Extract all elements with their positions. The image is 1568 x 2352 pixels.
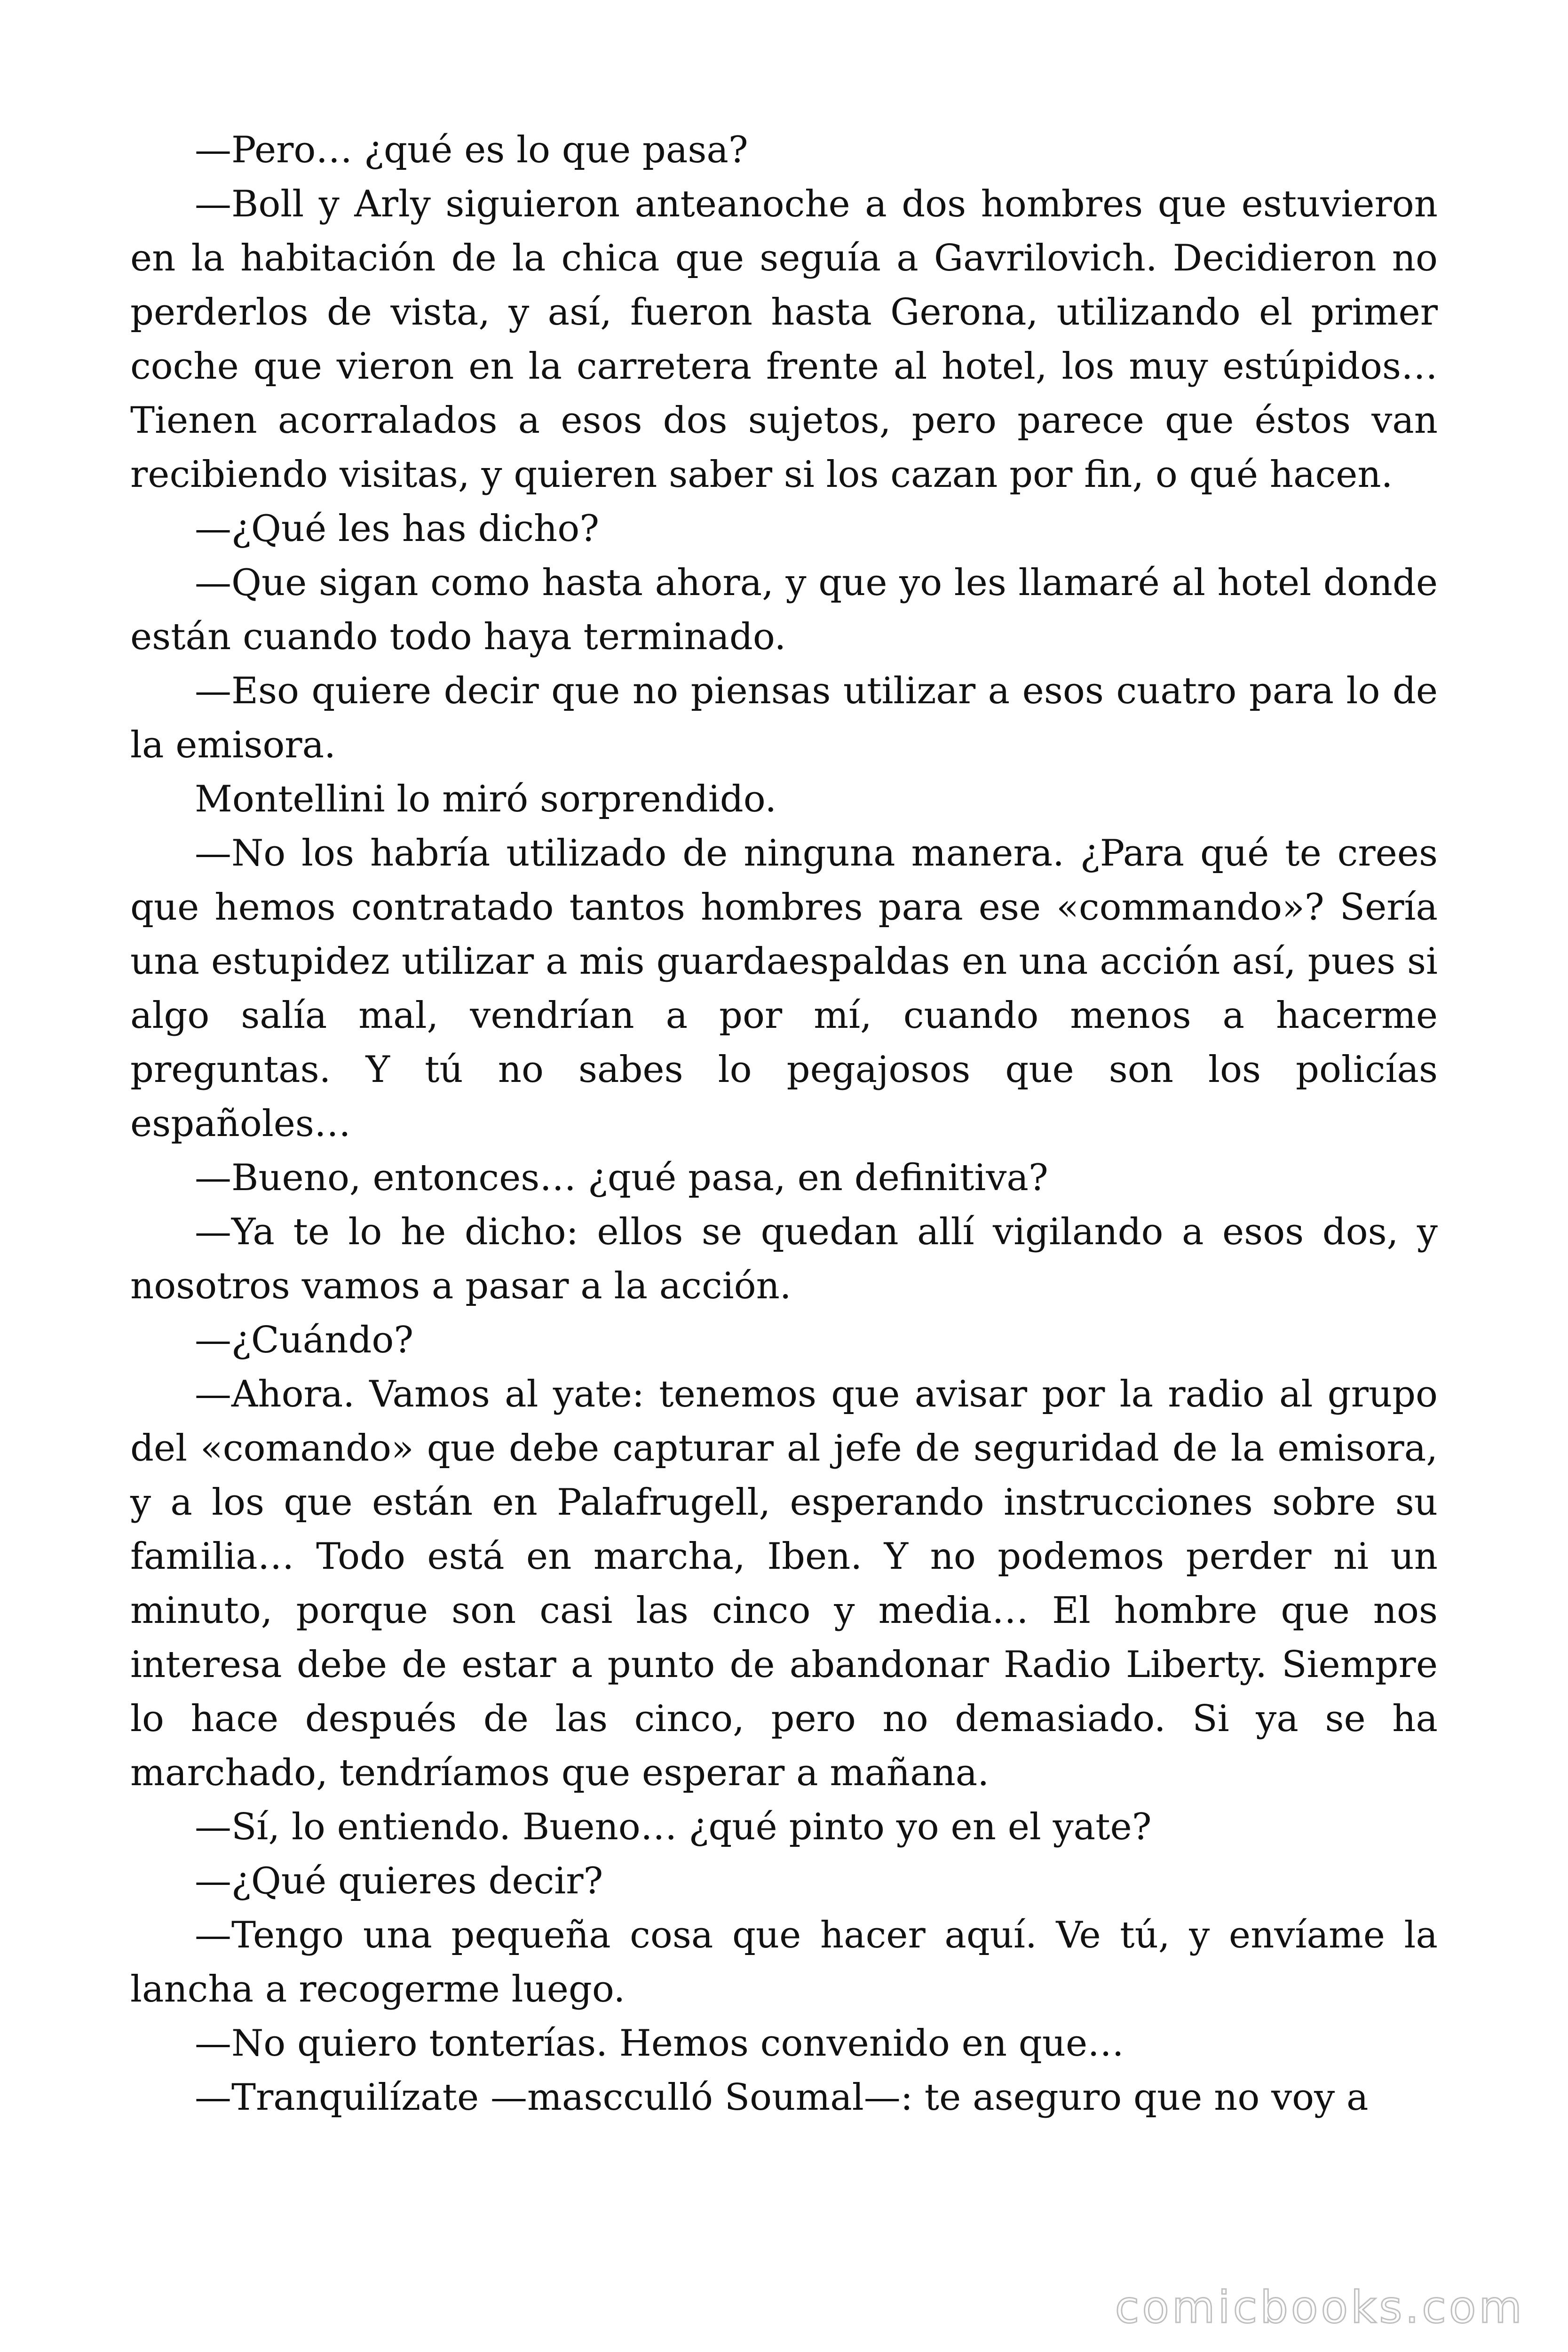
paragraph: Montellini lo miró sorprendido.	[195, 778, 777, 820]
paragraph: —Tranquilízate —mascculló Soumal—: te aseguro que no voy a	[195, 2076, 1369, 2119]
site-watermark: comicbooks.com	[1115, 2282, 1525, 2333]
paragraph: —No quiero tonterías. Hemos convenido en que…	[195, 2022, 1125, 2065]
paragraph: —Tengo una pequeña cosa que hacer aquí. Ve tú, y envíame la lancha a recogerme luego.	[130, 1914, 1438, 2010]
paragraph: —Bueno, entonces… ¿qué pasa, en definitiva?	[195, 1157, 1048, 1199]
paragraph: —Que sigan como hasta ahora, y que yo les llamaré al hotel donde están cuando todo haya terminado.	[130, 562, 1438, 658]
paragraph: —Pero… ¿qué es lo que pasa?	[195, 129, 748, 171]
paragraph: —Eso quiere decir que no piensas utilizar a esos cuatro para lo de la emisora.	[130, 670, 1438, 766]
paragraph: —No los habría utilizado de ninguna manera. ¿Para qué te crees que hemos contratado tantos hombres para ese «commando»? Sería una estupidez utilizar a mis guardaespaldas en una acción así, pues si algo salía mal, vendrían a por mí, cuando menos a hacerme preguntas. Y tú no sabes lo pegajosos que son los policías españoles…	[130, 832, 1438, 1145]
paragraph: —¿Qué quieres decir?	[195, 1860, 603, 1902]
paragraph: —Ahora. Vamos al yate: tenemos que avisar por la radio al grupo del «comando» que debe capturar al jefe de seguridad de la emisora, y a los que están en Palafrugell, esperando instrucciones sobre su familia… Todo está en marcha, Iben. Y no podemos perder ni un minuto, porque son casi las cinco y media… El hombre que nos interesa debe de estar a punto de abandonar Radio Liberty. Siempre lo hace después de las cinco, pero no demasiado. Si ya se ha marchado, tendríamos que esperar a mañana.	[130, 1373, 1438, 1794]
paragraph: —¿Cuándo?	[195, 1319, 414, 1361]
paragraph: —¿Qué les has dicho?	[195, 508, 600, 550]
paragraph: —Boll y Arly siguieron anteanoche a dos hombres que estuvieron en la habitación de la chica que seguía a Gavrilovich. Decidieron no perderlos de vista, y así, fueron hasta Gerona, utilizando el primer coche que vieron en la carretera frente al hotel, los muy estúpidos… Tienen acorralados a esos dos sujetos, pero parece que éstos van recibiendo visitas, y quieren saber si los cazan por fin, o qué hacen.	[130, 183, 1438, 496]
paragraph: —Sí, lo entiendo. Bueno… ¿qué pinto yo en el yate?	[195, 1806, 1152, 1848]
paragraph: —Ya te lo he dicho: ellos se quedan allí vigilando a esos dos, y nosotros vamos a pasar a la acción.	[130, 1211, 1438, 1307]
page-body-text	[130, 123, 1438, 2125]
